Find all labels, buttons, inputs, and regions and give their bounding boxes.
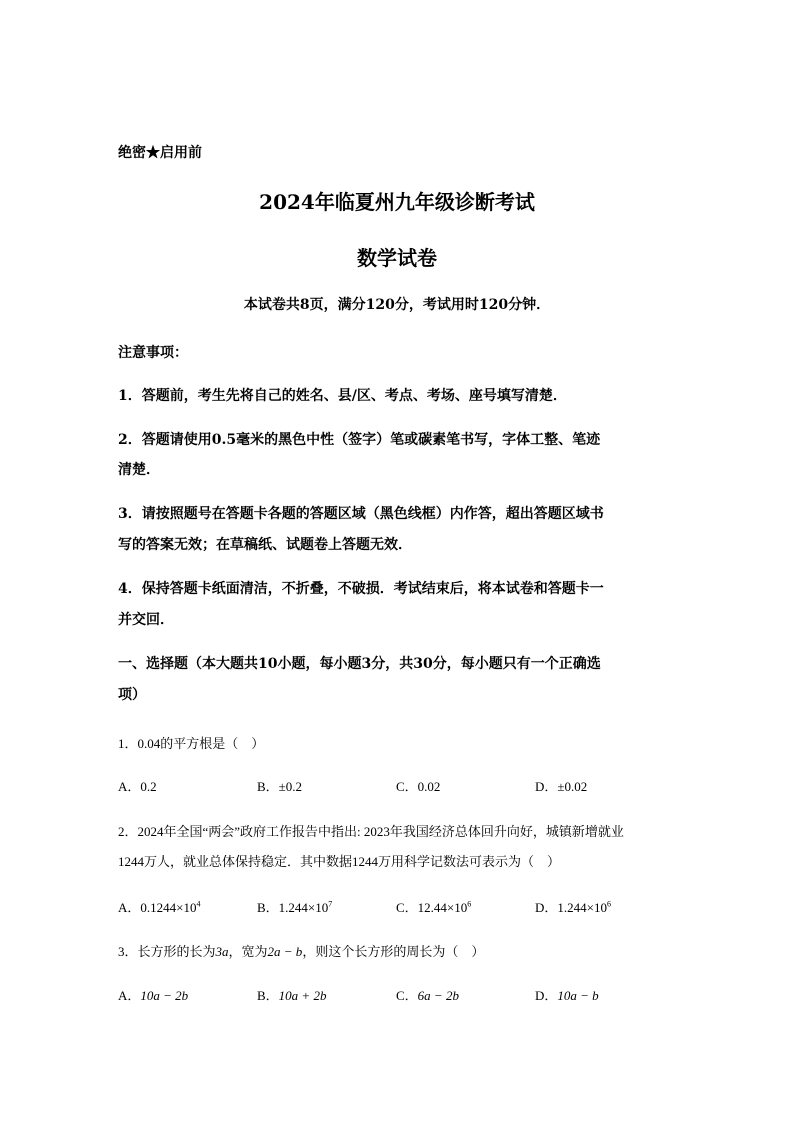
- option-label: D．: [535, 900, 558, 915]
- option-value: 12.44×10: [417, 900, 468, 915]
- width-expression: 2a − b: [267, 944, 303, 959]
- question-3-option-d: [535, 985, 599, 1004]
- option-value: 0.1244×10: [140, 900, 197, 915]
- exam-title: 2024年临夏州九年级诊断考试: [259, 190, 535, 214]
- section-heading-line1: 一、选择题（本大题共10小题，每小题3分，共30分，每小题只有一个正确选: [118, 656, 601, 672]
- option-label: D．: [535, 988, 558, 1003]
- subject-title: 数学试卷: [357, 246, 437, 270]
- notice-heading: 注意事项：: [118, 345, 188, 361]
- question-2-option-b: [257, 897, 332, 916]
- option-label: C．: [396, 900, 418, 915]
- option-label: B．: [257, 988, 279, 1003]
- notice-item-1: 1．答题前，考生先将自己的姓名、县/区、考点、考场、座号填写清楚．: [118, 388, 567, 404]
- option-value: 1.244×10: [557, 900, 607, 915]
- option-exponent: 6: [606, 899, 611, 909]
- question-2-option-a: [118, 897, 200, 916]
- question-1-option-b: B．±0.2: [257, 779, 303, 794]
- question-3-option-c: [396, 985, 459, 1004]
- notice-item-3-line2: 写的答案无效；在草稿纸、试题卷上答题无效．: [118, 537, 412, 553]
- question-3-option-a: [118, 985, 188, 1004]
- length-expression: 3a: [215, 944, 229, 959]
- option-value: 1.244×10: [278, 900, 329, 915]
- option-value: 6a − 2b: [417, 988, 459, 1003]
- question-3-option-b: [257, 985, 326, 1004]
- question-1-option-a: A．0.2: [118, 779, 157, 794]
- question-2-stem-line2: 1244万人，就业总体保持稳定．其中数据1244万用科学记数法可表示为（ ）: [118, 854, 561, 869]
- option-value: 10a + 2b: [278, 988, 327, 1003]
- question-1-option-c: C．0.02: [396, 779, 441, 794]
- question-1-option-d: D．±0.02: [535, 779, 588, 794]
- stem-text: 3．长方形的长为: [118, 944, 216, 959]
- question-2-stem-line1: 2．2024年全国“两会”政府工作报告中指出: 2023年我国经济总体回升向好，城镇新增就业: [118, 824, 624, 839]
- option-value: 10a − b: [557, 988, 599, 1003]
- option-label: B．: [257, 900, 279, 915]
- notice-item-4-line2: 并交回．: [118, 612, 174, 628]
- question-2-option-d: [535, 897, 611, 916]
- stem-text: ，则这个长方形的周长为（ ）: [302, 944, 485, 959]
- notice-item-3-line1: 3．请按照题号在答题卡各题的答题区域（黑色线框）内作答，超出答题区域书: [118, 506, 604, 522]
- confidential-label: 绝密★启用前: [118, 145, 202, 161]
- option-exponent: 4: [196, 899, 201, 909]
- question-1-stem: 1．0.04的平方根是（ ）: [118, 736, 265, 751]
- option-label: A．: [118, 900, 141, 915]
- option-exponent: 7: [328, 899, 333, 909]
- option-label: C．: [396, 988, 418, 1003]
- stem-text: ，宽为: [228, 944, 268, 959]
- question-2-option-c: [396, 897, 471, 916]
- option-label: A．: [118, 988, 141, 1003]
- option-exponent: 6: [467, 899, 472, 909]
- question-3-stem: [118, 941, 484, 960]
- notice-item-2-line1: 2．答题请使用0.5毫米的黑色中性（签字）笔或碳素笔书写，字体工整、笔迹: [118, 432, 601, 448]
- notice-item-2-line2: 清楚．: [118, 462, 160, 478]
- exam-info: 本试卷共8页，满分120分，考试用时120分钟．: [243, 297, 551, 313]
- notice-item-4-line1: 4．保持答题卡纸面清洁，不折叠，不破损．考试结束后，将本试卷和答题卡一: [118, 581, 604, 597]
- section-heading-line2: 项）: [118, 687, 146, 703]
- option-value: 10a − 2b: [140, 988, 189, 1003]
